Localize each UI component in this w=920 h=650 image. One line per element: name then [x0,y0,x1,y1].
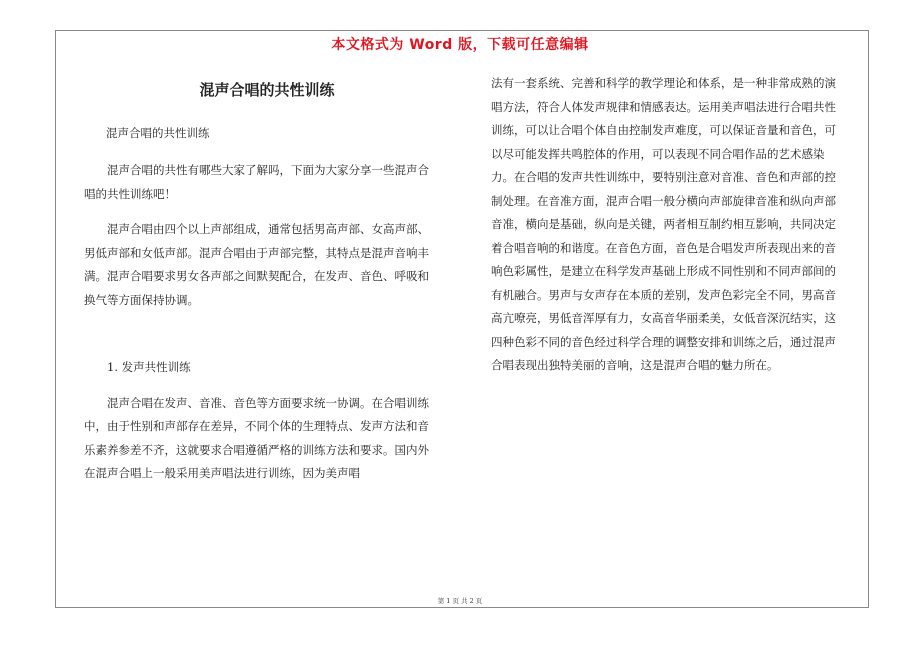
continued-paragraph: 法有一套系统、完善和科学的教学理论和体系，是一种非常成熟的演唱方法，符合人体发声规律和情感表达。运用美声唱法进行合唱共性训练，可以让合唱个体自由控制发声难度，可以保证音量和音色，可以尽可能发挥共鸣腔体的作用，可以表现不同合唱作品的艺术感染力。在合唱的发声共性训练中，要特别注意对音准、音色和声部的控制处理。在音准方面，混声合唱一般分横向声部旋律音准和纵向声部音准，横向是基础，纵向是关键，两者相互制约相互影响，共同决定着合唱音响的和谐度。在音色方面，音色是合唱发声所表现出来的音响色彩属性，是建立在科学发声基础上形成不同性别和不同声部间的有机融合。男声与女声存在本质的差别，发声色彩完全不同，男高音高亢嘹亮，男低音浑厚有力，女高音华丽柔美，女低音深沉结实，这四种色彩不同的音色经过科学合理的调整安排和训练之后，通过混声合唱表现出独特美丽的音响，这是混声合唱的魅力所在。 [491,76,836,372]
section-heading: 1. 发声共性训练 [107,360,191,374]
document-title: 混声合唱的共性训练 [199,81,335,99]
section-paragraph: 混声合唱在发声、音准、音色等方面要求统一协调。在合唱训练中，由于性别和声部存在差异，不同个体的生理特点、发声方法和音乐素养参差不齐，这就要求合唱遵循严格的训练方法和要求。国内外在混声合唱上一般采用美声唱法进行训练，因为美声唱 [84,395,429,480]
word-format-banner: 本文格式为 Word 版，下载可任意编辑 [331,37,589,53]
definition-paragraph: 混声合唱由四个以上声部组成，通常包括男高声部、女高声部、男低声部和女低声部。混声合唱由于声部完整，其特点是混声音响丰满。混声合唱要求男女各声部之间默契配合，在发声、音色、呼吸和换气等方面保持协调。 [84,222,429,307]
page-footer: 第 1 页 共 2 页 [437,597,483,605]
document-subtitle: 混声合唱的共性训练 [106,125,210,140]
left-column [84,75,440,486]
intro-paragraph: 混声合唱的共性有哪些大家了解吗，下面为大家分享一些混声合唱的共性训练吧！ [84,163,429,201]
right-column [491,72,847,378]
